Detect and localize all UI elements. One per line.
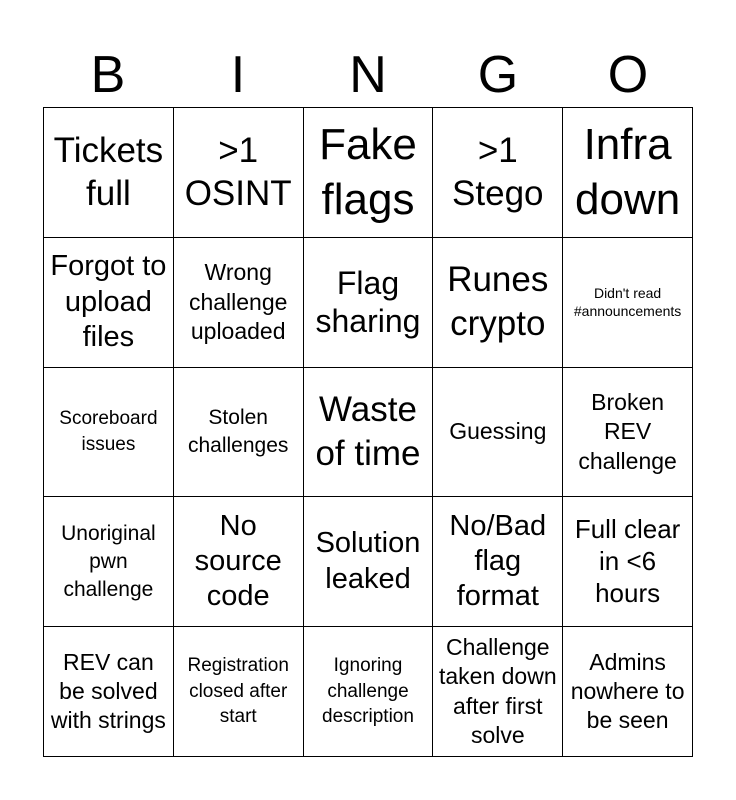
cell-label: Stolen challenges	[187, 406, 289, 457]
header-letter-i: I	[230, 46, 246, 104]
cell-label: Full clear in <6 hours	[574, 513, 681, 608]
bingo-cell-r3c2[interactable]	[174, 368, 304, 498]
bingo-cell-r1c5[interactable]	[563, 108, 693, 238]
bingo-cell-r5c2[interactable]	[174, 627, 304, 757]
cell-label: Guessing	[449, 418, 547, 445]
bingo-cell-r1c1[interactable]	[44, 108, 174, 238]
bingo-cell-r4c5[interactable]	[563, 497, 693, 627]
bingo-grid	[43, 107, 693, 757]
bingo-cell-r2c2[interactable]	[174, 238, 304, 368]
cell-label: Infra down	[575, 120, 681, 225]
cell-label: Unoriginal pwn challenge	[61, 522, 156, 601]
header-letter-n: N	[349, 46, 387, 104]
cell-label: Wrong challenge uploaded	[188, 259, 288, 344]
cell-label: Tickets full	[53, 130, 164, 214]
bingo-cell-r5c5[interactable]	[563, 627, 693, 757]
bingo-cell-r4c2[interactable]	[174, 497, 304, 627]
bingo-cell-r4c1[interactable]	[44, 497, 174, 627]
header-letter-o: O	[607, 46, 649, 104]
bingo-cell-r3c5[interactable]	[563, 368, 693, 498]
cell-label: Forgot to upload files	[50, 250, 167, 353]
bingo-cell-r5c1[interactable]	[44, 627, 174, 757]
cell-label: >1 OSINT	[184, 130, 292, 214]
cell-label: Broken REV challenge	[578, 389, 677, 474]
cell-label: Flag sharing	[315, 264, 421, 340]
bingo-cell-r5c3[interactable]	[304, 627, 434, 757]
cell-label: Waste of time	[315, 390, 421, 473]
bingo-cell-r1c3[interactable]	[304, 108, 434, 238]
bingo-cell-r1c2[interactable]	[174, 108, 304, 238]
cell-label: Didn't read #announcements	[573, 285, 682, 320]
cell-label: Registration closed after start	[187, 655, 289, 728]
bingo-header	[43, 44, 693, 106]
cell-label: No source code	[194, 509, 282, 613]
header-letter-b: B	[90, 46, 126, 104]
cell-label: Solution leaked	[315, 527, 421, 595]
cell-label: Admins nowhere to be seen	[570, 648, 685, 734]
cell-label: Ignoring challenge description	[322, 655, 414, 728]
bingo-cell-r3c1[interactable]	[44, 368, 174, 498]
cell-label: Runes crypto	[447, 260, 549, 344]
cell-label: No/Bad flag format	[449, 509, 547, 613]
bingo-cell-r2c3[interactable]	[304, 238, 434, 368]
bingo-cell-r2c4[interactable]	[433, 238, 563, 368]
cell-label: >1 Stego	[452, 130, 544, 214]
bingo-cell-r1c4[interactable]	[433, 108, 563, 238]
cell-label: Challenge taken down after first solve	[438, 634, 557, 748]
bingo-cell-r4c4[interactable]	[433, 497, 563, 627]
bingo-cell-r3c4[interactable]	[433, 368, 563, 498]
bingo-cell-r5c4[interactable]	[433, 627, 563, 757]
cell-label: Fake flags	[319, 120, 417, 225]
cell-label: Scoreboard issues	[59, 408, 158, 455]
bingo-cell-r3c3[interactable]	[304, 368, 434, 498]
cell-label: REV can be solved with strings	[50, 648, 166, 734]
bingo-cell-r2c1[interactable]	[44, 238, 174, 368]
bingo-cell-r2c5[interactable]	[563, 238, 693, 368]
header-letter-g: G	[477, 46, 519, 104]
bingo-cell-r4c3[interactable]	[304, 497, 434, 627]
